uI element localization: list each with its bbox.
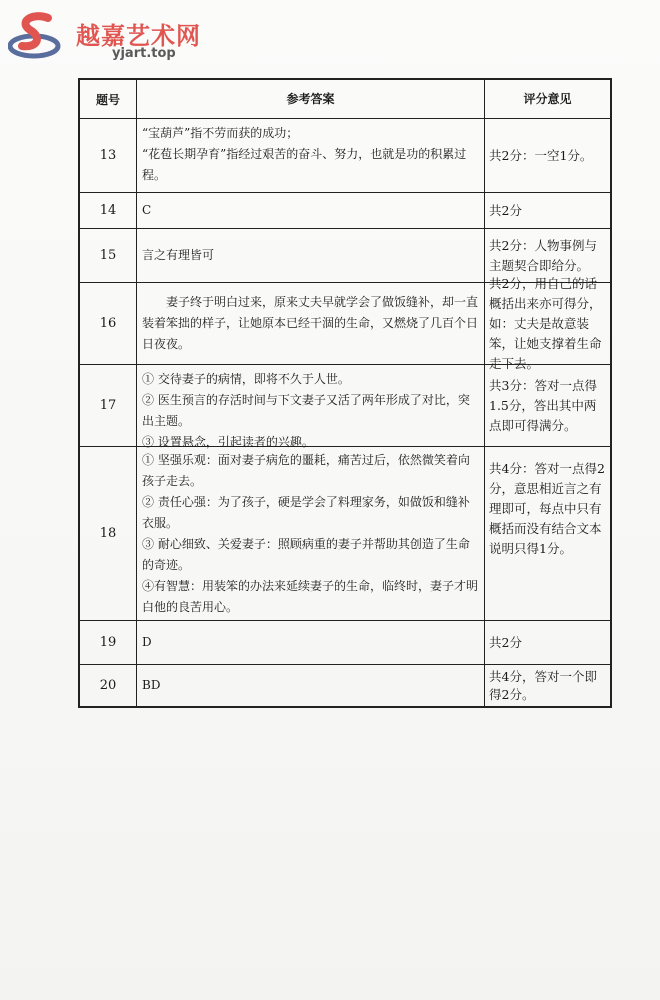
scoring-cell — [485, 119, 610, 192]
table-row — [80, 192, 610, 228]
question-number: 16 — [80, 283, 137, 364]
answer-line: BD — [142, 678, 161, 692]
answer-cell — [137, 119, 485, 192]
site-logo-icon — [8, 10, 64, 64]
scoring-text: 共4分：答对一点得2分，意思相近言之有理即可，每点中只有概括而没有结合文本说明只得1分。 — [489, 461, 605, 556]
table-header-row — [80, 80, 610, 118]
header-scoring: 评分意见 — [523, 92, 572, 106]
answer-table — [78, 78, 612, 708]
answer-line: “宝葫芦”指不劳而获的成功； — [142, 126, 299, 140]
answer-line: ③ 耐心细致、关爱妻子：照顾病重的妻子并帮助其创造了生命的奇迹。 — [142, 536, 470, 572]
answer-line: 言之有理皆可 — [142, 248, 215, 262]
table-row — [80, 620, 610, 664]
answer-cell — [137, 193, 485, 228]
watermark-title: 越嘉艺术网 — [76, 22, 201, 50]
scoring-cell — [485, 447, 610, 620]
question-number: 18 — [80, 447, 137, 620]
scoring-cell — [485, 365, 610, 446]
table-row — [80, 275, 610, 371]
scoring-text: 共2分，用自己的话概括出来亦可得分，如：丈夫是故意装笨，让她支撑着生命走下去。 — [489, 275, 602, 371]
question-number: 13 — [80, 119, 137, 192]
answer-cell — [137, 365, 485, 449]
table-row — [80, 664, 610, 706]
answer-cell — [137, 283, 485, 364]
table-row — [80, 364, 610, 449]
answer-line: ② 医生预言的存活时间与下文妻子又活了两年形成了对比，突出主题。 — [142, 393, 470, 428]
watermark-url: yjart.top — [112, 46, 176, 61]
scoring-text: 共4分，答对一个即得2分。 — [489, 668, 597, 702]
answer-line: C — [142, 203, 152, 217]
answer-cell — [137, 447, 485, 620]
scoring-cell — [485, 193, 610, 228]
question-number: 19 — [80, 621, 137, 664]
watermark — [8, 10, 208, 64]
answer-line: D — [142, 635, 152, 649]
scoring-text: 共2分：人物事例与主题契合即给分。 — [489, 237, 597, 273]
scoring-cell — [485, 275, 610, 371]
scoring-cell — [485, 665, 610, 706]
answer-line: “花苞长期孕育”指经过艰苦的奋斗、努力，也就是功的积累过程。 — [142, 147, 467, 182]
table-row — [80, 118, 610, 192]
answer-line: ④有智慧：用装笨的办法来延续妻子的生命，临终时，妻子才明白他的良苦用心。 — [142, 578, 479, 614]
question-number: 15 — [80, 229, 137, 282]
answer-line: 妻子终于明白过来，原来丈夫早就学会了做饭缝补，却一直装着笨拙的样子，让她原本已经干涸的生命，又燃烧了几百个日日夜夜。 — [142, 295, 479, 351]
answer-line: ③ 设置悬念，引起读者的兴趣。 — [142, 435, 314, 449]
question-number: 20 — [80, 665, 137, 706]
answer-line: ② 责任心强：为了孩子，硬是学会了料理家务，如做饭和缝补衣服。 — [142, 494, 470, 530]
answer-cell — [137, 621, 485, 664]
question-number: 14 — [80, 193, 137, 228]
scoring-text: 共2分 — [489, 634, 522, 650]
question-number: 17 — [80, 365, 137, 446]
scoring-cell — [485, 621, 610, 664]
table-row — [80, 446, 610, 620]
header-number: 题号 — [80, 80, 137, 118]
answer-cell — [137, 665, 485, 706]
answer-cell — [137, 229, 485, 282]
answer-line: ① 坚强乐观：面对妻子病危的噩耗，痛苦过后，依然微笑着向孩子走去。 — [142, 452, 470, 488]
header-answer: 参考答案 — [137, 80, 485, 118]
answer-line: ① 交待妻子的病情，即将不久于人世。 — [142, 372, 350, 386]
scoring-text: 共3分：答对一点得1.5分，答出其中两点即可得满分。 — [489, 377, 597, 433]
scoring-text: 共2分 — [489, 202, 522, 218]
scoring-text: 共2分：一空1分。 — [489, 147, 593, 163]
